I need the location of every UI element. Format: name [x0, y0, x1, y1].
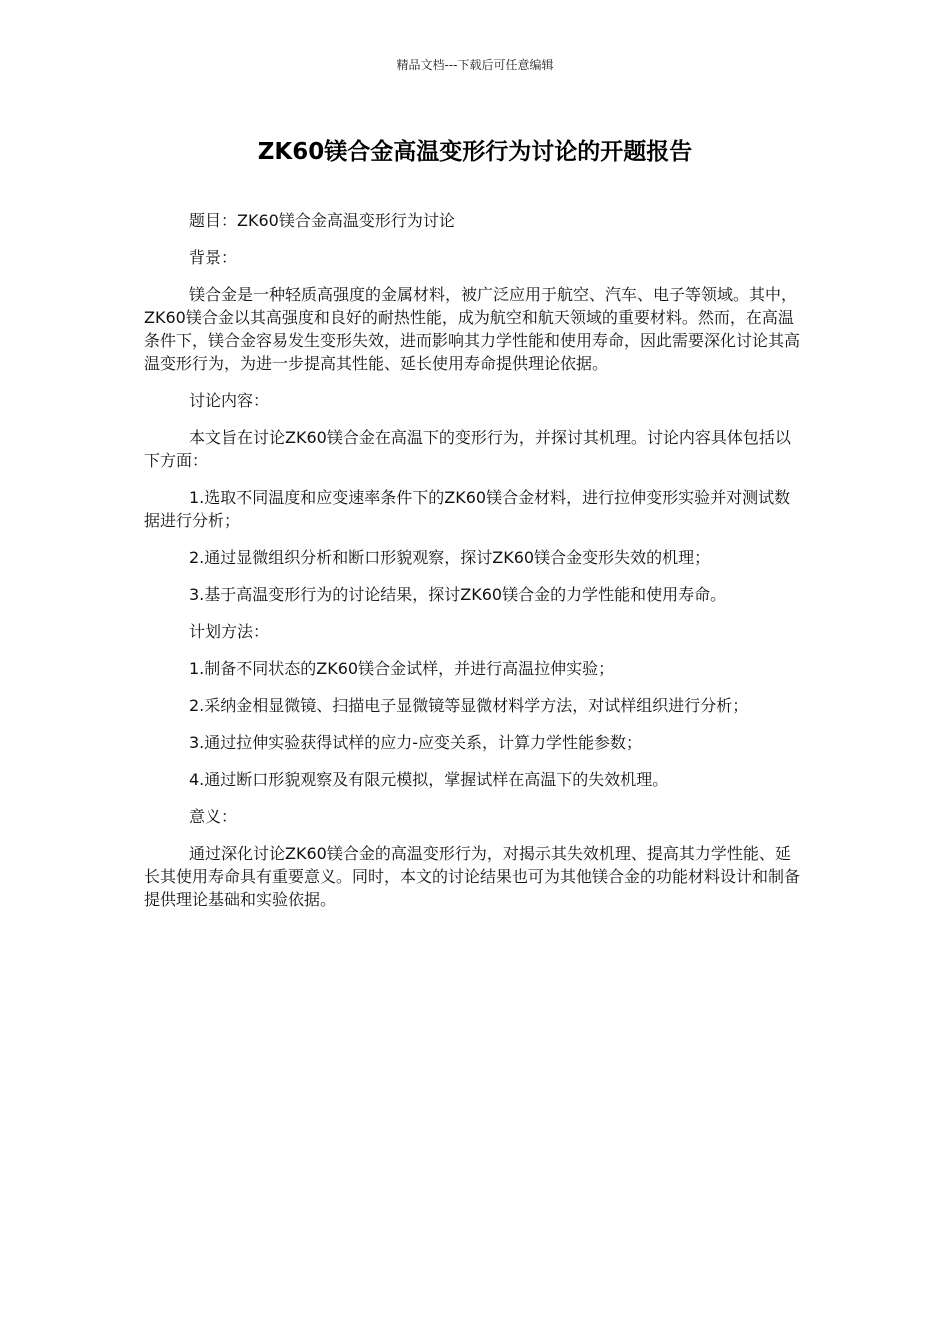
research-content-intro: 本文旨在讨论ZK60镁合金在高温下的变形行为，并探讨其机理。讨论内容具体包括以下方面：	[144, 428, 791, 470]
significance-heading: 意义：	[189, 807, 238, 826]
topic-paragraph: 题目：ZK60镁合金高温变形行为讨论	[189, 211, 455, 230]
research-content-item-3: 3.基于高温变形行为的讨论结果，探讨ZK60镁合金的力学性能和使用寿命。	[189, 585, 727, 604]
method-heading: 计划方法：	[189, 622, 270, 641]
method-item-3: 3.通过拉伸实验获得试样的应力-应变关系，计算力学性能参数；	[189, 733, 643, 752]
method-item-2: 2.采纳金相显微镜、扫描电子显微镜等显微材料学方法，对试样组织进行分析；	[189, 696, 749, 715]
method-item-1: 1.制备不同状态的ZK60镁合金试样，并进行高温拉伸实验；	[189, 659, 615, 678]
research-content-item-2: 2.通过显微组织分析和断口形貌观察，探讨ZK60镁合金变形失效的机理；	[189, 548, 711, 567]
page-header: 精品文档---下载后可任意编辑	[396, 58, 554, 72]
document-title: ZK60镁合金高温变形行为讨论的开题报告	[257, 139, 693, 165]
research-content-item-1: 1.选取不同温度和应变速率条件下的ZK60镁合金材料，进行拉伸变形实验并对测试数据进行分析；	[144, 488, 791, 530]
document-body	[144, 209, 806, 925]
background-paragraph: 镁合金是一种轻质高强度的金属材料，被广泛应用于航空、汽车、电子等领域。其中，ZK60镁合金以其高强度和良好的耐热性能，成为航空和航天领域的重要材料。然而，在高温条件下，镁合金容易发生变形失效，进而影响其力学性能和使用寿命，因此需要深化讨论其高温变形行为，为进一步提高其性能、延长使用寿命提供理论依据。	[144, 285, 801, 373]
method-item-4: 4.通过断口形貌观察及有限元模拟，掌握试样在高温下的失效机理。	[189, 770, 669, 789]
research-content-heading: 讨论内容：	[189, 391, 270, 410]
background-heading: 背景：	[189, 248, 238, 267]
significance-paragraph: 通过深化讨论ZK60镁合金的高温变形行为，对揭示其失效机理、提高其力学性能、延长其使用寿命具有重要意义。同时，本文的讨论结果也可为其他镁合金的功能材料设计和制备提供理论基础和实验依据。	[144, 844, 801, 909]
